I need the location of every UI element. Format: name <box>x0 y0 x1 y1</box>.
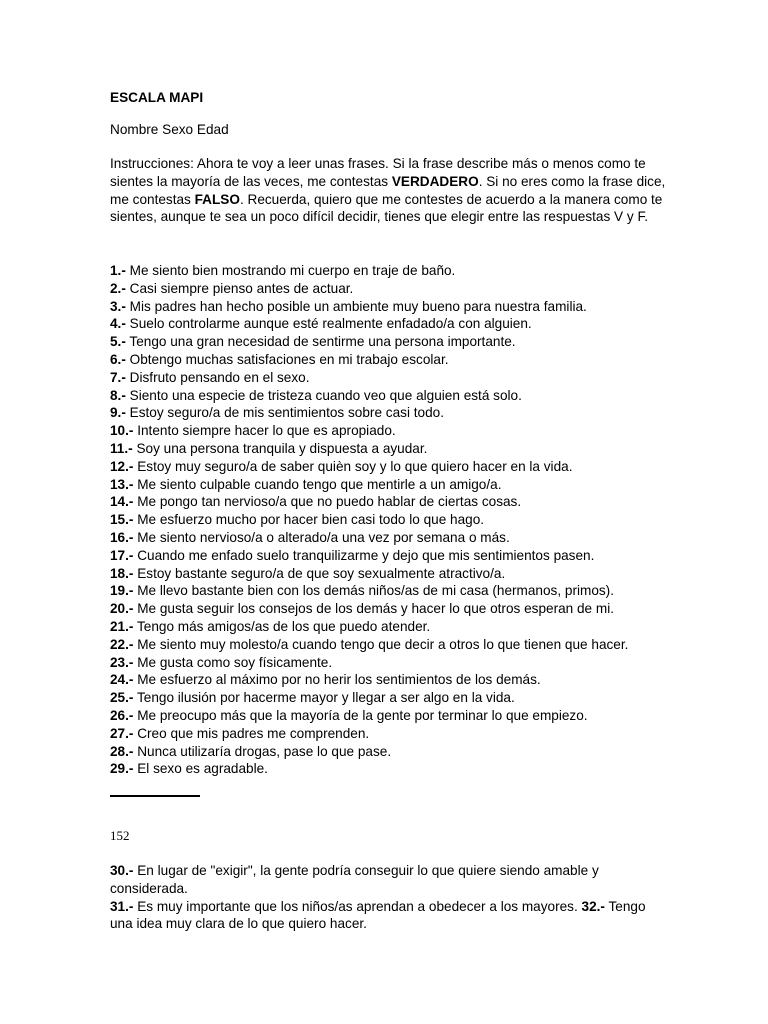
list-item <box>110 476 670 494</box>
item-number: 22.- <box>110 636 134 652</box>
list-item <box>110 600 670 618</box>
item-number: 27.- <box>110 725 134 741</box>
list-item <box>110 422 670 440</box>
list-item <box>110 862 670 898</box>
item-number: 4.- <box>110 316 126 332</box>
instructions-true-keyword: VERDADERO <box>391 173 479 189</box>
item-text: Estoy muy seguro/a de saber quièn soy y lo que quiero hacer en la vida. <box>133 458 573 474</box>
item-number: 12.- <box>110 458 134 474</box>
item-text: Obtengo muchas satisfaciones en mi trabajo escolar. <box>125 351 449 367</box>
instructions-text-3: . Recuerda, quiero que me contestes de acuerdo a la manera como te sientes, aunque te sea un poco difícil decidir, tienes que elegir entre las respuestas V y F. <box>110 191 663 225</box>
item-text: El sexo es agradable. <box>133 761 268 777</box>
list-item <box>110 440 670 458</box>
list-item <box>110 547 670 565</box>
item-number: 11.- <box>110 440 133 456</box>
item-number: 6.- <box>110 351 126 367</box>
list-item <box>110 689 670 707</box>
item-number: 17.- <box>110 547 134 563</box>
list-item <box>110 458 670 476</box>
list-item <box>110 280 670 298</box>
item-text: Mis padres han hecho posible un ambiente muy bueno para nuestra familia. <box>125 298 587 314</box>
item-text: Tengo una idea muy clara de lo que quiero hacer. <box>110 898 646 932</box>
list-item <box>110 404 670 422</box>
item-number: 21.- <box>110 618 134 634</box>
item-number: 25.- <box>110 690 134 706</box>
page-number: 152 <box>110 828 130 843</box>
instructions-false-keyword: FALSO <box>194 191 240 207</box>
list-item <box>110 315 670 333</box>
item-text: Tengo ilusión por hacerme mayor y llegar a ser algo en la vida. <box>133 690 515 706</box>
item-text: Es muy importante que los niños/as aprendan a obedecer a los mayores. <box>133 898 582 914</box>
item-text: Soy una persona tranquila y dispuesta a ayudar. <box>132 440 428 456</box>
item-number: 30.- <box>110 863 134 878</box>
list-item <box>110 743 670 761</box>
item-number: 19.- <box>110 583 134 599</box>
item-number: 14.- <box>110 494 134 510</box>
item-text: Me siento culpable cuando tengo que mentirle a un amigo/a. <box>133 476 502 492</box>
list-item <box>110 618 670 636</box>
item-number: 15.- <box>110 512 134 528</box>
item-number: 8.- <box>110 387 126 403</box>
list-item <box>110 298 670 316</box>
item-number: 9.- <box>110 405 126 421</box>
list-item <box>110 671 670 689</box>
respondent-fields: Nombre Sexo Edad <box>110 122 229 137</box>
instructions-text-1: Instrucciones: Ahora te voy a leer unas frases. Si la frase describe más o menos como te sientes la mayoría de las veces, me contestas <box>110 156 646 189</box>
item-text: Estoy seguro/a de mis sentimientos sobre casi todo. <box>125 405 444 421</box>
item-text: Estoy bastante seguro/a de que soy sexualmente atractivo/a. <box>133 565 506 581</box>
item-text: Siento una especie de tristeza cuando veo que alguien está solo. <box>125 387 522 403</box>
list-item <box>110 262 670 280</box>
list-item <box>110 529 670 547</box>
item-text: Me llevo bastante bien con los demás niños/as de mi casa (hermanos, primos). <box>133 583 614 599</box>
item-number: 10.- <box>110 423 134 439</box>
list-item <box>110 565 670 583</box>
item-text: Me siento nervioso/a o alterado/a una vez por semana o más. <box>133 529 510 545</box>
item-number: 18.- <box>110 565 134 581</box>
item-text: Me esfuerzo al máximo por no herir los sentimientos de los demás. <box>133 672 541 688</box>
item-text: Creo que mis padres me comprenden. <box>133 725 370 741</box>
item-text: Me pongo tan nervioso/a que no puedo hablar de ciertas cosas. <box>133 494 522 510</box>
list-item <box>110 369 670 387</box>
item-number: 1.- <box>110 263 126 278</box>
item-list <box>110 262 670 778</box>
list-item <box>110 351 670 369</box>
item-number: 13.- <box>110 476 134 492</box>
list-item <box>110 707 670 725</box>
list-item <box>110 333 670 351</box>
list-item <box>110 511 670 529</box>
item-number: 28.- <box>110 743 134 759</box>
item-number: 23.- <box>110 654 134 670</box>
list-item <box>110 387 670 405</box>
item-number: 2.- <box>110 280 126 296</box>
item-text: Casi siempre pienso antes de actuar. <box>125 280 354 296</box>
list-item <box>110 760 670 778</box>
item-number: 26.- <box>110 707 134 723</box>
item-text: Me esfuerzo mucho por hacer bien casi todo lo que hago. <box>133 512 485 528</box>
item-text: Intento siempre hacer lo que es apropiado. <box>133 423 396 439</box>
item-text: Me gusta seguir los consejos de los demás y hacer lo que otros esperan de mi. <box>133 601 615 617</box>
list-item <box>110 493 670 511</box>
item-number: 20.- <box>110 601 134 617</box>
list-item <box>110 636 670 654</box>
item-text: Me preocupo más que la mayoría de la gente por terminar lo que empiezo. <box>133 707 588 723</box>
list-item <box>110 654 670 672</box>
item-number: 24.- <box>110 672 134 688</box>
item-text: Me siento muy molesto/a cuando tengo que decir a otros lo que tienen que hacer. <box>133 636 629 652</box>
item-text: Me siento bien mostrando mi cuerpo en traje de baño. <box>125 263 456 278</box>
item-number: 16.- <box>110 529 134 545</box>
item-number: 31.- <box>110 898 134 914</box>
instructions-text-2: . Si no eres como la frase dice, me contestas <box>110 173 666 207</box>
item-number: 5.- <box>110 334 126 350</box>
item-text: Suelo controlarme aunque esté realmente enfadado/a con alguien. <box>125 316 532 332</box>
item-text: Me gusta como soy físicamente. <box>133 654 333 670</box>
item-number: 7.- <box>110 369 126 385</box>
item-text: Tengo una gran necesidad de sentirme una persona importante. <box>125 334 516 350</box>
document-title: ESCALA MAPI <box>110 90 204 105</box>
item-number: 3.- <box>110 298 126 314</box>
item-number: 32.- <box>581 898 605 914</box>
list-item <box>110 725 670 743</box>
item-text: Cuando me enfado suelo tranquilizarme y dejo que mis sentimientos pasen. <box>133 547 595 563</box>
list-item <box>110 582 670 600</box>
item-text: Nunca utilizaría drogas, pase lo que pase. <box>133 743 392 759</box>
item-text: Tengo más amigos/as de los que puedo atender. <box>133 618 431 634</box>
item-number: 29.- <box>110 761 134 777</box>
item-text: Disfruto pensando en el sexo. <box>125 369 310 385</box>
instructions-paragraph <box>110 155 670 226</box>
item-text: En lugar de "exigir", la gente podría conseguir lo que quiere siendo amable y considerada. <box>110 863 599 896</box>
footnote-divider <box>110 795 200 797</box>
continued-items <box>110 862 670 933</box>
list-item <box>110 898 670 934</box>
